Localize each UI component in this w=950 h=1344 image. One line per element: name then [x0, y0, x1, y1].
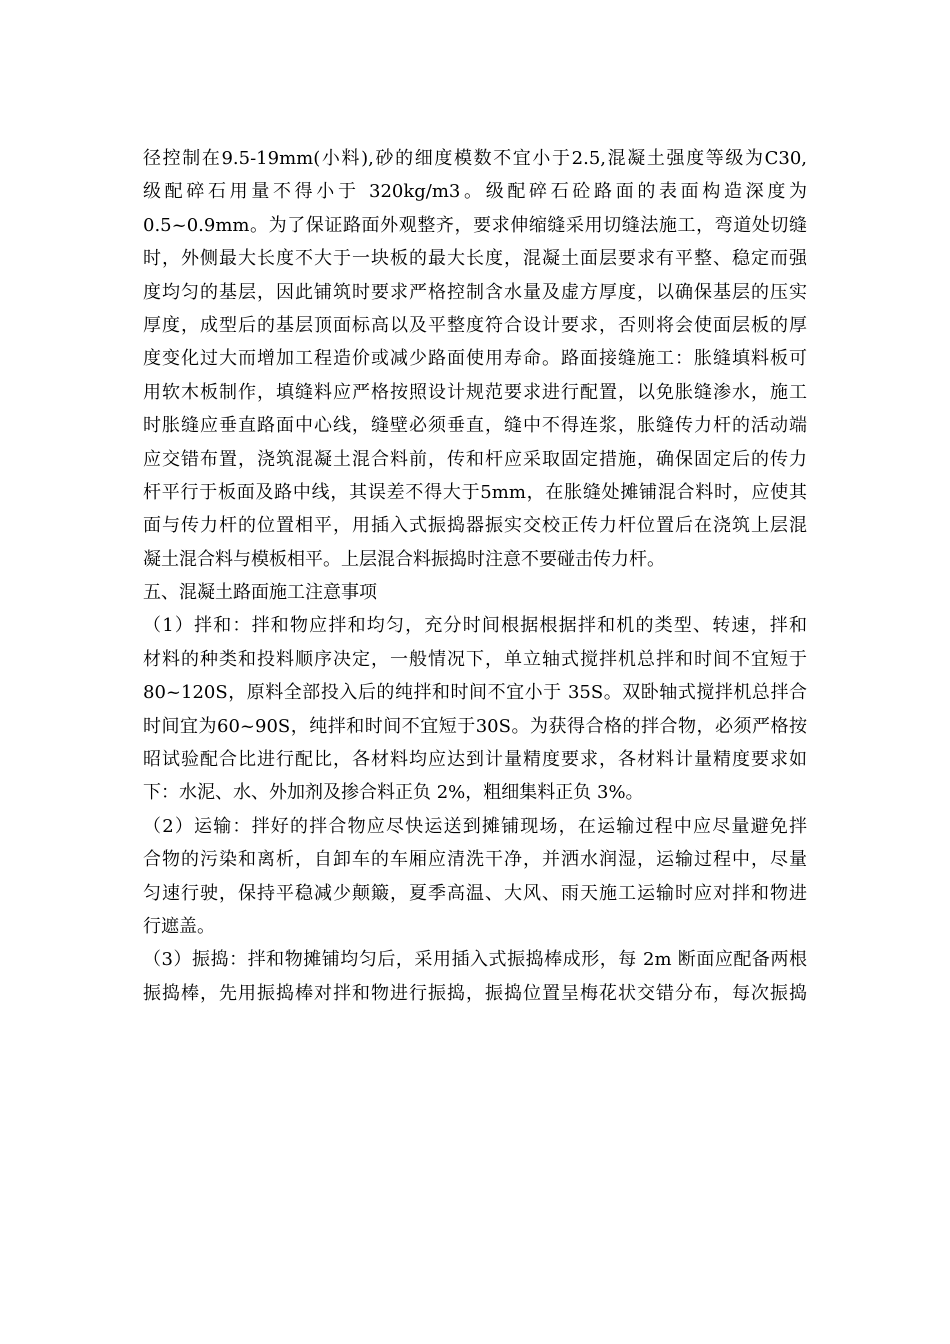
text-line: （3）振捣：拌和物摊铺均匀后，采用插入式振捣棒成形，每 2m 断面应配备两根: [143, 949, 807, 971]
text-line: 应交错布置，浇筑混凝土混合料前，传和杆应采取固定措施，确保固定后的传力: [143, 448, 807, 470]
document-body: [143, 142, 807, 1010]
text-line: 行遮盖。: [143, 915, 215, 937]
text-line: 径控制在9.5-19mm(小料),砂的细度模数不宜小于2.5,混凝土强度等级为C30,: [143, 148, 807, 169]
text-line: 0.5~0.9mm。为了保证路面外观整齐，要求伸缩缝采用切缝法施工，弯道处切缝: [143, 214, 807, 236]
text-line: 昭试验配合比进行配比，各材料均应达到计量精度要求，各材料计量精度要求如: [143, 749, 807, 771]
text-line: （2）运输：拌好的拌合物应尽快运送到摊铺现场，在运输过程中应尽量避免拌: [143, 815, 807, 837]
text-line: 时，外侧最大长度不大于一块板的最大长度，混凝土面层要求有平整、稳定而强: [143, 248, 807, 270]
text-line: 80~120S，原料全部投入后的纯拌和时间不宜小于 35S。双卧轴式搅拌机总拌合: [143, 682, 807, 704]
text-line: 合物的污染和离析，自卸车的车厢应清洗干净，并洒水润湿，运输过程中，尽量: [143, 849, 807, 871]
text-line: 匀速行驶，保持平稳减少颠簸，夏季高温、大风、雨天施工运输时应对拌和物进: [143, 882, 807, 904]
text-line: 用软木板制作，填缝料应严格按照设计规范要求进行配置，以免胀缝渗水，施工: [143, 381, 807, 403]
text-line: 度变化过大而增加工程造价或减少路面使用寿命。路面接缝施工：胀缝填料板可: [143, 348, 807, 370]
text-line: 面与传力杆的位置相平，用插入式振捣器振实交校正传力杆位置后在浇筑上层混: [143, 515, 807, 537]
text-line: 度均匀的基层，因此铺筑时要求严格控制含水量及虚方厚度，以确保基层的压实: [143, 281, 807, 303]
text-line: 杆平行于板面及路中线，其误差不得大于5mm，在胀缝处摊铺混合料时，应使其: [143, 481, 807, 503]
text-line: 凝土混合料与模板相平。上层混合料振捣时注意不要碰击传力杆。: [143, 548, 665, 570]
text-line: 厚度，成型后的基层顶面标高以及平整度符合设计要求，否则将会使面层板的厚: [143, 314, 807, 336]
text-line: 振捣棒，先用振捣棒对拌和物进行振捣，振捣位置呈梅花状交错分布，每次振捣: [143, 982, 807, 1004]
text-line: 五、混凝土路面施工注意事项: [143, 582, 377, 604]
text-line: 时间宜为60~90S，纯拌和时间不宜短于30S。为获得合格的拌合物，必须严格按: [143, 715, 807, 737]
text-line: （1）拌和：拌和物应拌和均匀，充分时间根据根据拌和机的类型、转速，拌和: [143, 615, 807, 637]
text-line: 材料的种类和投料顺序决定，一般情况下，单立轴式搅拌机总拌和时间不宜短于: [143, 648, 807, 670]
text-line: 下：水泥、水、外加剂及掺合料正负 2%，粗细集料正负 3%。: [143, 782, 644, 804]
text-line: 级配碎石用量不得小于 320kg/m3。级配碎石砼路面的表面构造深度为: [143, 181, 807, 203]
text-line: 时胀缝应垂直路面中心线，缝壁必须垂直，缝中不得连浆，胀缝传力杆的活动端: [143, 415, 807, 437]
